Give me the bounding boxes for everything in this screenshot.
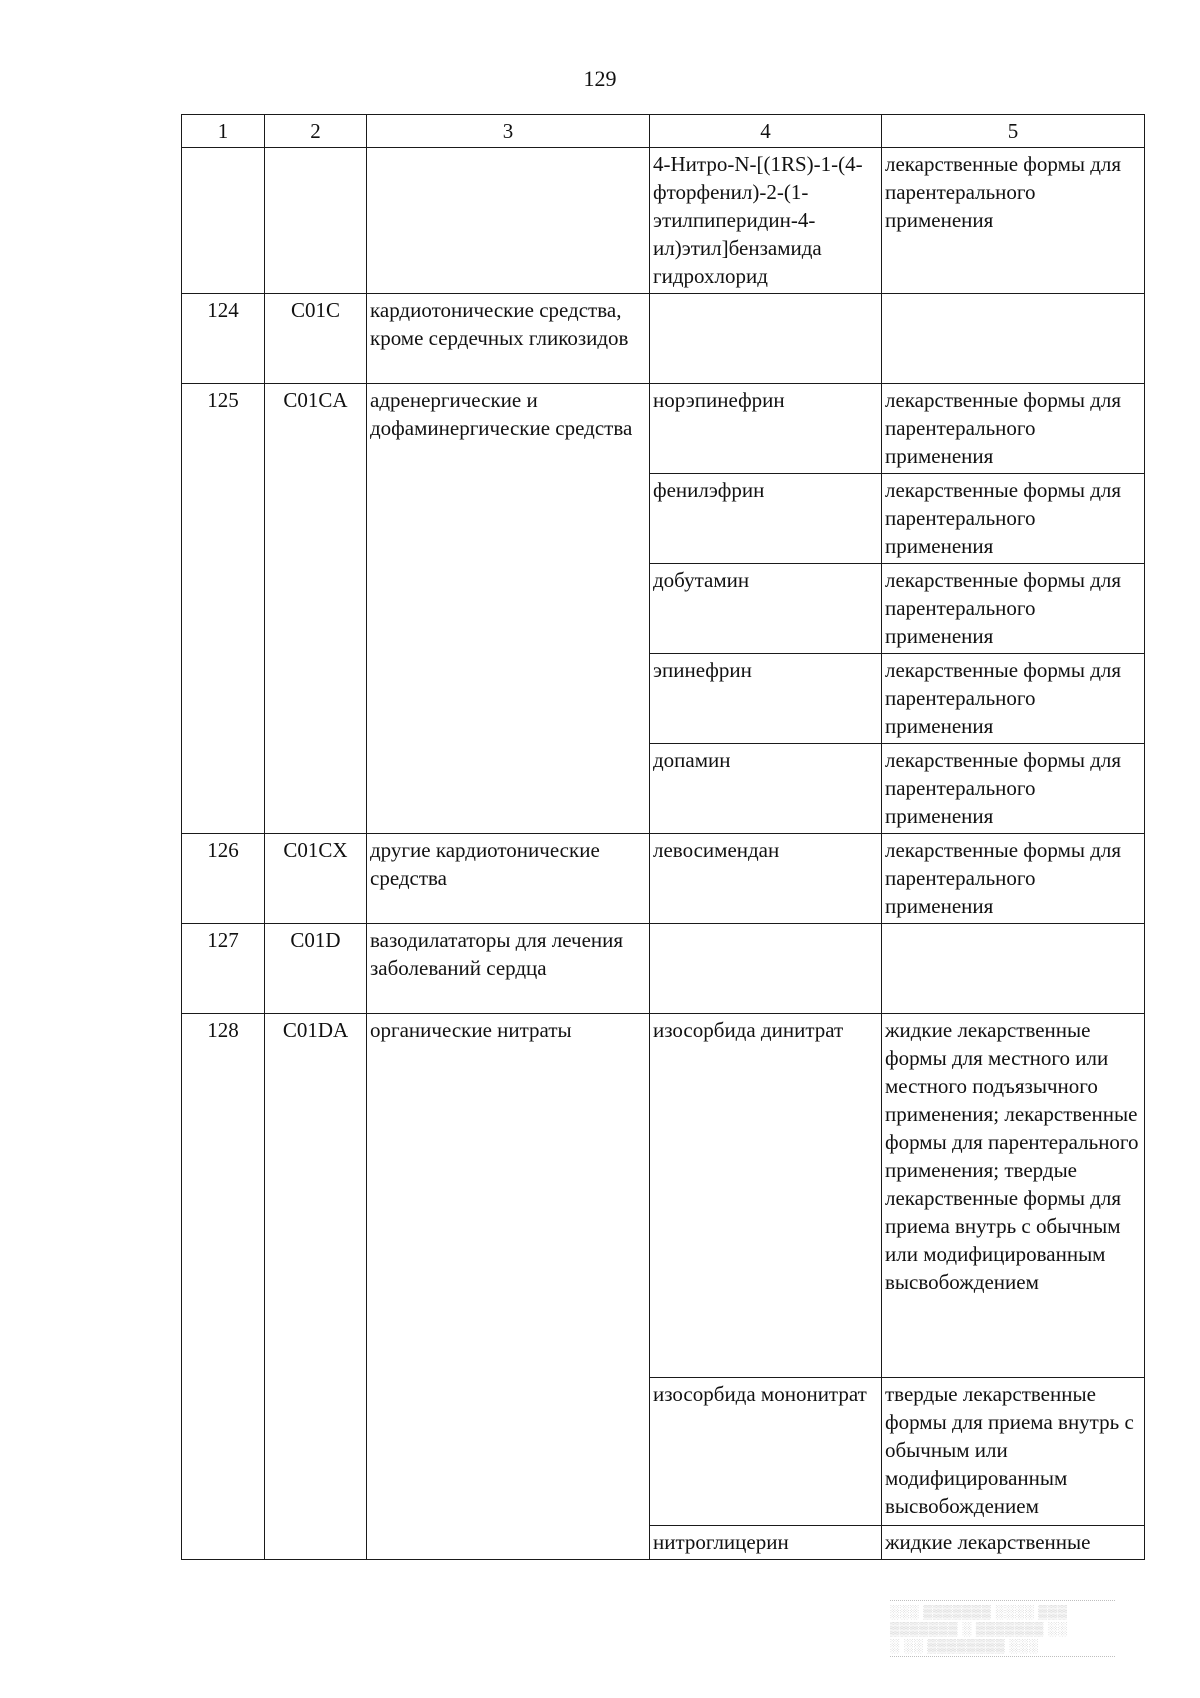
drug-name [650,924,882,1014]
drug-name: изосорбида динитрат [650,1014,882,1378]
group-name: вазодилататоры для лечения заболеваний сердца [367,924,650,1014]
dosage-form: лекарственные формы для парентерального применения [882,474,1145,564]
page-number: 129 [583,66,617,91]
faded-stamp-mark: ░░░ ▒▒▒▒▒▒▒ ░░░░ ▒▒▒ ▒▒▒▒▒▒▒ ░ ▒▒▒▒▒▒▒ ░░ ░ ░░ ▒▒▒▒▒▒▒▒ ░░░ [890,1598,1115,1670]
row-number: 127 [182,924,265,1014]
drug-name: норэпинефрин [650,384,882,474]
column-header: 2 [265,115,367,148]
row-number [182,148,265,294]
group-name: адренергические и дофаминергические средства [367,384,650,834]
dosage-form: жидкие лекарственные формы для местного или местного подъязычного применения; лекарственные формы для парентерального применения; твердые лекарственные формы для приема внутрь с обычным или модифицированным высвобождением [882,1014,1145,1378]
table-row [182,1014,1145,1378]
dosage-form: лекарственные формы для парентерального применения [882,148,1145,294]
drug-name: добутамин [650,564,882,654]
dosage-form: твердые лекарственные формы для приема внутрь с обычным или модифицированным высвобождением [882,1378,1145,1526]
drug-name: левосимендан [650,834,882,924]
group-name: кардиотонические средства, кроме сердечных гликозидов [367,294,650,384]
column-header: 3 [367,115,650,148]
group-name [367,148,650,294]
group-name: органические нитраты [367,1014,650,1560]
column-header: 1 [182,115,265,148]
table-row [182,294,1145,384]
column-header: 5 [882,115,1145,148]
table-row [182,384,1145,474]
drug-name: нитроглицерин [650,1526,882,1560]
drug-table [181,114,1145,1560]
row-number: 124 [182,294,265,384]
dosage-form: лекарственные формы для парентерального применения [882,654,1145,744]
drug-name [650,294,882,384]
dosage-form [882,924,1145,1014]
row-number: 125 [182,384,265,834]
dosage-form: лекарственные формы для парентерального применения [882,564,1145,654]
atc-code: C01CA [265,384,367,834]
row-number: 126 [182,834,265,924]
dosage-form: жидкие лекарственные [882,1526,1145,1560]
atc-code: C01CX [265,834,367,924]
table-row [182,924,1145,1014]
drug-name: фенилэфрин [650,474,882,564]
atc-code [265,148,367,294]
atc-code: C01C [265,294,367,384]
atc-code: C01DA [265,1014,367,1560]
drug-name: 4-Нитро-N-[(1RS)-1-(4-фторфенил)-2-(1-этилпиперидин-4-ил)этил]бензамида гидрохлорид [650,148,882,294]
atc-code: C01D [265,924,367,1014]
dosage-form: лекарственные формы для парентерального применения [882,744,1145,834]
drug-name: эпинефрин [650,654,882,744]
dosage-form: лекарственные формы для парентерального применения [882,834,1145,924]
table-row [182,148,1145,294]
drug-name: допамин [650,744,882,834]
row-number: 128 [182,1014,265,1560]
group-name: другие кардиотонические средства [367,834,650,924]
dosage-form [882,294,1145,384]
column-header: 4 [650,115,882,148]
table-header-row [182,115,1145,148]
table-row [182,834,1145,924]
dosage-form: лекарственные формы для парентерального применения [882,384,1145,474]
drug-name: изосорбида мононитрат [650,1378,882,1526]
